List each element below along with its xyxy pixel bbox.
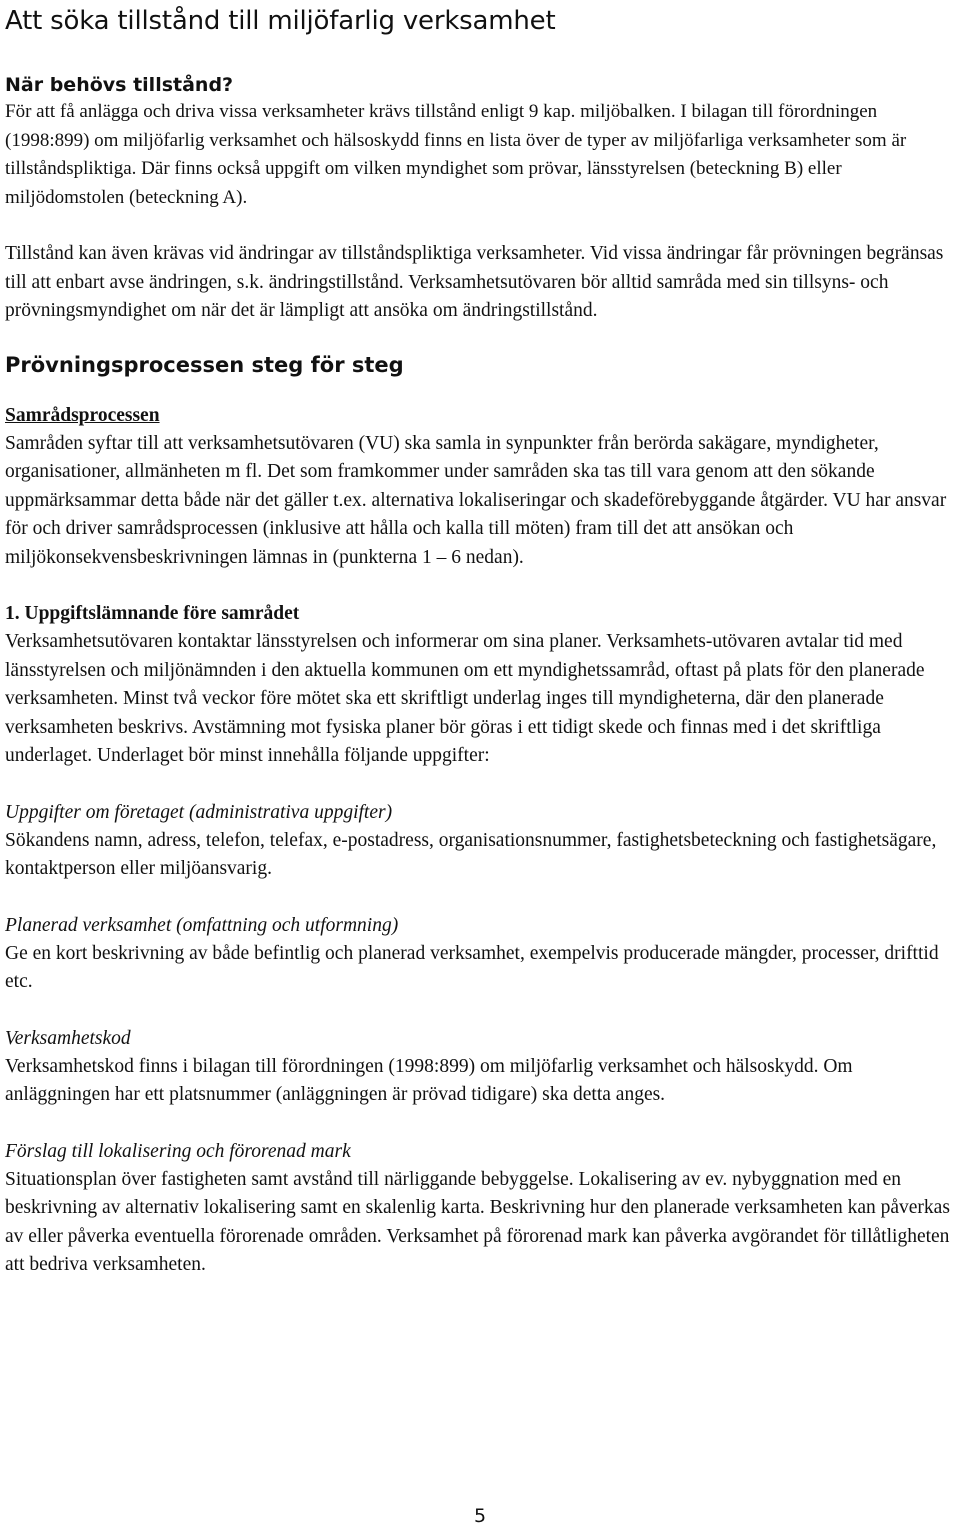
step1-heading: 1. Uppgiftslämnande före samrådet [5,603,300,624]
intro-paragraph-1: För att få anlägga och driva vissa verksamheter krävs tillstånd enligt 9 kap. miljöbalken. I bilagan till förordningen (1998:899) om miljöfarlig verksamhet och hälsoskydd finns en lista över de typer av miljöfarliga verksamheter som är tillståndspliktiga. Där finns också uppgift om vilken myndighet som prövar, länsstyrelsen (beteckning B) eller miljödomstolen (beteckning A). [5,101,907,208]
item-text: Verksamhetskod finns i bilagan till förordningen (1998:899) om miljöfarlig verksamhet och hälsoskydd. Om anläggningen har ett platsnummer (anläggningen är prövad tidigare) ska detta anges. [5,1055,853,1105]
item-label: Planerad verksamhet (omfattning och utformning) [5,914,399,936]
item-text: Ge en kort beskrivning av både befintlig och planerad verksamhet, exempelvis producerade mängder, processer, drifttid etc. [5,942,939,992]
item-label: Förslag till lokalisering och förorenad mark [5,1140,351,1162]
item-label: Uppgifter om företaget (administrativa uppgifter) [5,801,393,823]
process-subheading: Samrådsprocessen [5,404,160,426]
process-paragraph: Samråden syftar till att verksamhetsutövaren (VU) ska samla in synpunkter från berörda sakägare, myndigheter, organisationer, allmänheten m fl. Det som framkommer under samråden ska tas till vara genom att den sökande uppmärksammar detta både när det gäller t.ex. alternativa lokaliseringar och skadeförebyggande åtgärder. VU har ansvar för och driver samrådsprocessen (inklusive att hålla och kalla till möten) fram till det att ansökan och miljökonsekvensbeskrivningen lämnas in (punkterna 1 – 6 nedan). [5,432,947,568]
intro-paragraph-2: Tillstånd kan även krävas vid ändringar av tillståndspliktiga verksamheter. Vid vissa ändringar får prövningen begränsas till att enbart avse ändringen, s.k. ändringstillstånd. Verksamhetsutövaren bör alltid samråda med sin tillsyns- och prövningsmyndighet om när det är lämpligt att ansöka om ändringstillstånd. [5,243,944,321]
item-text: Situationsplan över fastigheten samt avstånd till närliggande bebyggelse. Lokalisering av ev. nybyggnation med en beskrivning av alternativ lokalisering samt en skalenlig karta. Beskrivning hur den planerade verksamheten kan påverkas av eller påverka eventuella förorenade områden. Verksamhet på förorenad mark kan påverka avgörandet för tillåtligheten att bedriva verksamheten. [5,1168,950,1275]
page-number: 5 [473,1505,487,1527]
intro-heading: När behövs tillstånd? [5,74,234,96]
item-label: Verksamhetskod [5,1027,131,1049]
document-page [5,0,957,1280]
page-title: Att söka tillstånd till miljöfarlig verksamhet [5,6,556,36]
process-heading: Prövningsprocessen steg för steg [5,352,404,377]
step1-paragraph: Verksamhetsutövaren kontaktar länsstyrelsen och informerar om sina planer. Verksamhets-utövaren avtalar tid med länsstyrelsen och miljönämnden i den aktuella kommunen om ett myndighetssamråd, oftast på plats för den planerade verksamheten. Minst två veckor före mötet ska ett skriftligt underlag inges till myndigheterna, där den planerade verksamheten beskrivs. Avstämning mot fysiska planer bör göras i ett tidigt skede och finnas med i det skriftliga underlaget. Underlaget bör minst innehålla följande uppgifter: [5,631,925,766]
item-text: Sökandens namn, adress, telefon, telefax, e-postadress, organisationsnummer, fastighetsbeteckning och fastighetsägare, kontaktperson eller miljöansvarig. [5,829,937,879]
